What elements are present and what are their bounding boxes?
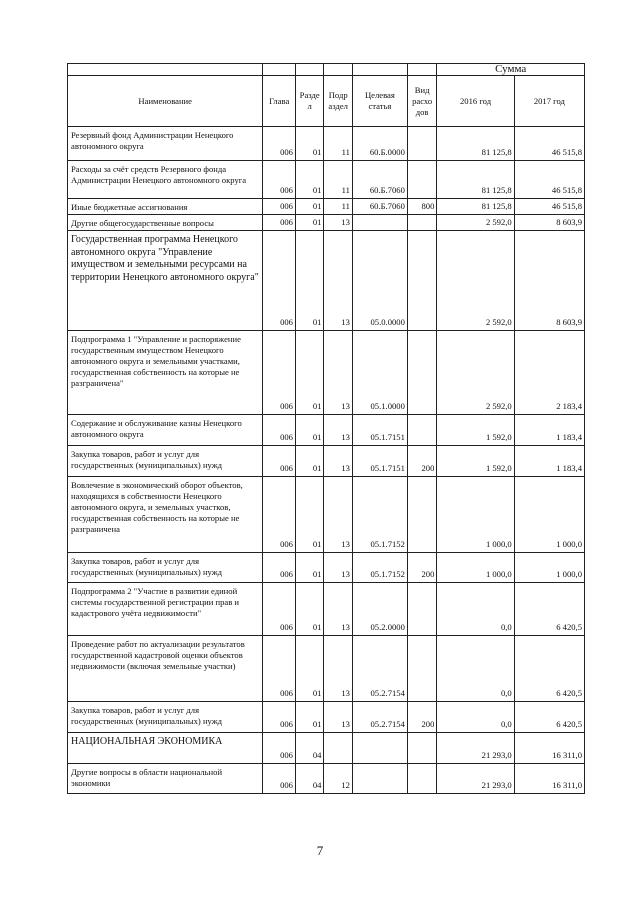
cell-statya: 05.1.7152: [352, 477, 407, 553]
cell-name: Расходы за счёт средств Резервного фонда Администрации Ненецкого автономного округа: [68, 161, 263, 199]
cell-glava: 006: [263, 215, 296, 231]
header-name: Наименование: [68, 76, 263, 127]
page-number: 7: [316, 843, 324, 858]
cell-statya: 05.1.7152: [352, 553, 407, 583]
table-row: [68, 215, 585, 231]
cell-name: Проведение работ по актуализации результатов государственной кадастровой оценки объектов недвижимости (включая земельные участки): [68, 636, 263, 702]
cell-2017: 16 311,0: [514, 733, 584, 764]
cell-name: Закупка товаров, работ и услуг для государственных (муниципальных) нужд: [68, 446, 263, 477]
cell-name: Подпрограмма 2 "Участие в развитии единой системы государственной регистрации прав и кадастрового учёта недвижимости": [68, 583, 263, 636]
cell-statya: [352, 733, 407, 764]
cell-vid: [407, 415, 437, 446]
cell-podrazdel: 13: [324, 636, 352, 702]
cell-statya: 05.1.7151: [352, 415, 407, 446]
cell-statya: 05.1.7151: [352, 446, 407, 477]
table-row: [68, 199, 585, 215]
table-row: [68, 161, 585, 199]
cell-vid: [407, 161, 437, 199]
cell-2016: 81 125,8: [437, 161, 514, 199]
cell-podrazdel: 13: [324, 215, 352, 231]
cell-razdel: 01: [295, 415, 323, 446]
cell-2017: 6 420,5: [514, 636, 584, 702]
cell-2016: 1 000,0: [437, 553, 514, 583]
cell-podrazdel: 11: [324, 127, 352, 161]
header-razdel: Разде л: [295, 76, 323, 127]
cell-glava: 006: [263, 161, 296, 199]
cell-razdel: 01: [295, 215, 323, 231]
cell-glava: 006: [263, 446, 296, 477]
table-row: [68, 331, 585, 415]
header-summa: Сумма: [437, 64, 585, 76]
cell-razdel: 01: [295, 199, 323, 215]
cell-2016: 21 293,0: [437, 733, 514, 764]
cell-2016: 2 592,0: [437, 231, 514, 331]
cell-2016: 0,0: [437, 702, 514, 733]
cell-2017: 6 420,5: [514, 702, 584, 733]
cell-name: Вовлечение в экономический оборот объектов, находящихся в собственности Ненецкого автономного округа, и земельных участков, государственная собственность на которые не разграничена: [68, 477, 263, 553]
cell-name: Закупка товаров, работ и услуг для государственных (муниципальных) нужд: [68, 553, 263, 583]
cell-2016: 81 125,8: [437, 127, 514, 161]
cell-2017: 46 515,8: [514, 161, 584, 199]
cell-podrazdel: 13: [324, 553, 352, 583]
cell-statya: 60.Б.0000: [352, 127, 407, 161]
cell-podrazdel: 13: [324, 231, 352, 331]
cell-statya: 60.Б.7060: [352, 161, 407, 199]
cell-glava: 006: [263, 764, 296, 794]
table-row: [68, 702, 585, 733]
cell-2016: 1 592,0: [437, 415, 514, 446]
budget-table: [67, 63, 585, 794]
cell-statya: 05.2.7154: [352, 636, 407, 702]
cell-podrazdel: 12: [324, 764, 352, 794]
cell-2017: 16 311,0: [514, 764, 584, 794]
header-vid: Вид расхо дов: [407, 76, 437, 127]
header-blank: [324, 64, 352, 76]
cell-razdel: 01: [295, 636, 323, 702]
cell-2017: 46 515,8: [514, 199, 584, 215]
header-blank: [263, 64, 296, 76]
header-2017: 2017 год: [514, 76, 584, 127]
header-row: [68, 76, 585, 127]
cell-2017: 1 000,0: [514, 477, 584, 553]
header-blank: [68, 64, 263, 76]
cell-vid: [407, 215, 437, 231]
cell-2017: 1 183,4: [514, 415, 584, 446]
cell-razdel: 04: [295, 733, 323, 764]
cell-razdel: 01: [295, 231, 323, 331]
cell-razdel: 01: [295, 477, 323, 553]
cell-razdel: 01: [295, 583, 323, 636]
cell-vid: 200: [407, 553, 437, 583]
cell-vid: [407, 764, 437, 794]
table-row: [68, 477, 585, 553]
header-row-top: [68, 64, 585, 76]
cell-glava: 006: [263, 199, 296, 215]
cell-vid: [407, 583, 437, 636]
cell-name: Другие вопросы в области национальной экономики: [68, 764, 263, 794]
cell-vid: [407, 331, 437, 415]
cell-vid: 800: [407, 199, 437, 215]
cell-2017: 2 183,4: [514, 331, 584, 415]
table-row: [68, 636, 585, 702]
header-glava: Глава: [263, 76, 296, 127]
cell-2016: 1 592,0: [437, 446, 514, 477]
cell-name: Иные бюджетные ассигнования: [68, 199, 263, 215]
cell-name: Закупка товаров, работ и услуг для государственных (муниципальных) нужд: [68, 702, 263, 733]
cell-glava: 006: [263, 636, 296, 702]
table-row: [68, 231, 585, 331]
cell-name: Содержание и обслуживание казны Ненецкого автономного округа: [68, 415, 263, 446]
cell-podrazdel: [324, 733, 352, 764]
cell-podrazdel: 13: [324, 415, 352, 446]
cell-podrazdel: 13: [324, 331, 352, 415]
table-row: [68, 415, 585, 446]
header-2016: 2016 год: [437, 76, 514, 127]
header-podrazdel: Подр аздел: [324, 76, 352, 127]
cell-vid: [407, 231, 437, 331]
cell-2016: 21 293,0: [437, 764, 514, 794]
cell-statya: 60.Б.7060: [352, 199, 407, 215]
cell-razdel: 01: [295, 553, 323, 583]
cell-2016: 1 000,0: [437, 477, 514, 553]
cell-statya: 05.1.0000: [352, 331, 407, 415]
cell-2017: 8 603,9: [514, 231, 584, 331]
table-row: [68, 733, 585, 764]
cell-glava: 006: [263, 415, 296, 446]
cell-podrazdel: 13: [324, 583, 352, 636]
cell-razdel: 04: [295, 764, 323, 794]
cell-2017: 1 183,4: [514, 446, 584, 477]
cell-razdel: 01: [295, 702, 323, 733]
cell-statya: [352, 215, 407, 231]
cell-razdel: 01: [295, 127, 323, 161]
header-blank: [352, 64, 407, 76]
cell-2017: 1 000,0: [514, 553, 584, 583]
cell-podrazdel: 13: [324, 446, 352, 477]
cell-glava: 006: [263, 702, 296, 733]
cell-vid: [407, 733, 437, 764]
cell-2016: 0,0: [437, 583, 514, 636]
cell-vid: 200: [407, 702, 437, 733]
table-row: [68, 446, 585, 477]
cell-statya: 05.2.0000: [352, 583, 407, 636]
cell-glava: 006: [263, 231, 296, 331]
cell-podrazdel: 11: [324, 199, 352, 215]
cell-2017: 6 420,5: [514, 583, 584, 636]
cell-glava: 006: [263, 127, 296, 161]
cell-2016: 0,0: [437, 636, 514, 702]
cell-razdel: 01: [295, 331, 323, 415]
cell-glava: 006: [263, 331, 296, 415]
cell-glava: 006: [263, 477, 296, 553]
cell-name: НАЦИОНАЛЬНАЯ ЭКОНОМИКА: [68, 733, 263, 764]
cell-razdel: 01: [295, 446, 323, 477]
header-blank: [407, 64, 437, 76]
cell-vid: 200: [407, 446, 437, 477]
cell-2016: 2 592,0: [437, 215, 514, 231]
cell-podrazdel: 13: [324, 477, 352, 553]
cell-glava: 006: [263, 553, 296, 583]
header-statya: Целевая статья: [352, 76, 407, 127]
table-row: [68, 127, 585, 161]
cell-name: Резервный фонд Администрации Ненецкого автономного округа: [68, 127, 263, 161]
cell-vid: [407, 477, 437, 553]
table-row: [68, 764, 585, 794]
cell-statya: [352, 764, 407, 794]
cell-vid: [407, 127, 437, 161]
cell-name: Государственная программа Ненецкого автономного округа "Управление имуществом и земельными ресурсами на территории Ненецкого автономного округа": [68, 231, 263, 331]
cell-name: Другие общегосударственные вопросы: [68, 215, 263, 231]
cell-2016: 2 592,0: [437, 331, 514, 415]
cell-podrazdel: 13: [324, 702, 352, 733]
cell-2017: 46 515,8: [514, 127, 584, 161]
table-row: [68, 583, 585, 636]
cell-name: Подпрограмма 1 "Управление и распоряжение государственным имуществом Ненецкого автономного округа и земельными участками, государственная собственность на которые не разграничена": [68, 331, 263, 415]
header-blank: [295, 64, 323, 76]
cell-glava: 006: [263, 583, 296, 636]
cell-podrazdel: 11: [324, 161, 352, 199]
cell-2016: 81 125,8: [437, 199, 514, 215]
cell-razdel: 01: [295, 161, 323, 199]
cell-statya: 05.2.7154: [352, 702, 407, 733]
cell-glava: 006: [263, 733, 296, 764]
cell-vid: [407, 636, 437, 702]
table-row: [68, 553, 585, 583]
cell-2017: 8 603,9: [514, 215, 584, 231]
cell-statya: 05.0.0000: [352, 231, 407, 331]
